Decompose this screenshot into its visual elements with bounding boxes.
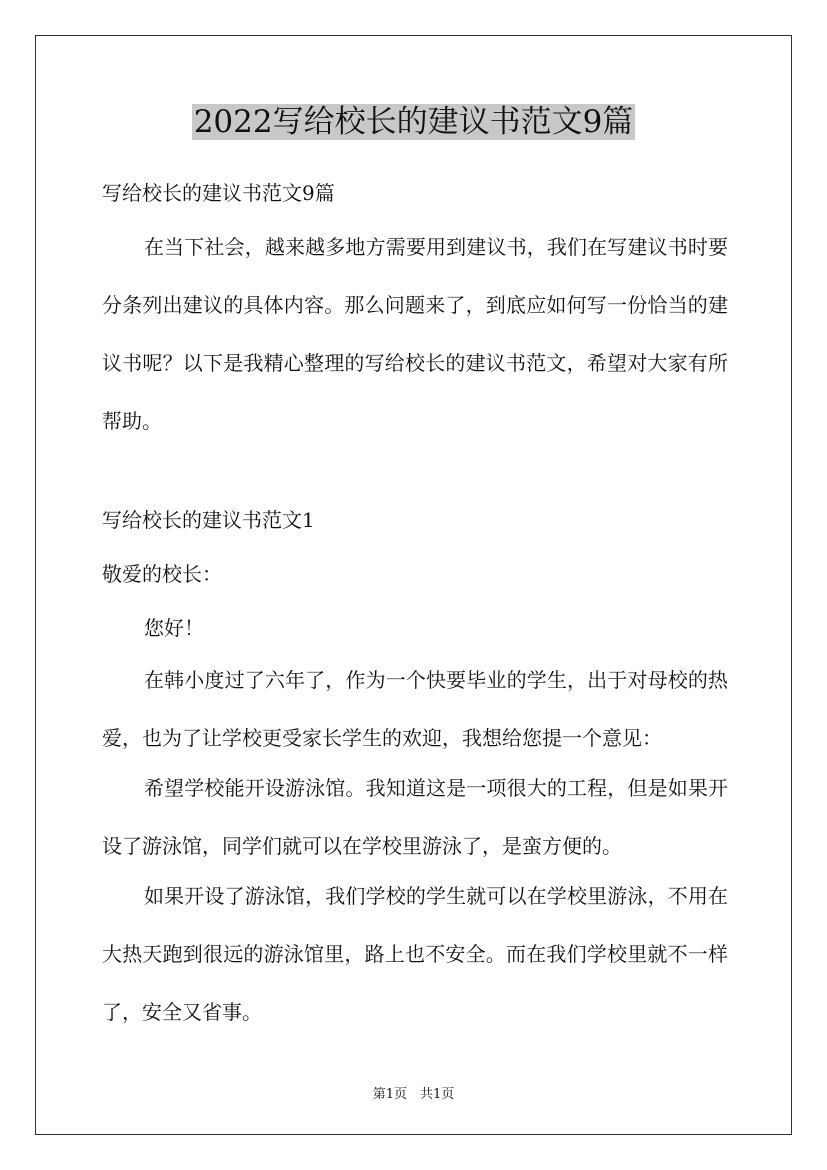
- body-paragraph-1: 在韩小度过了六年了，作为一个快要毕业的学生，出于对母校的热爱，也为了让学校更受家长学生的欢迎，我想给您提一个意见：: [102, 668, 728, 750]
- salutation: 敬爱的校长：: [102, 562, 222, 586]
- body-paragraph-3: 如果开设了游泳馆，我们学校的学生就可以在学校里游泳，不用在大热天跑到很远的游泳馆里，路上也不安全。而在我们学校里就不一样了，安全又省事。: [102, 884, 728, 1024]
- greeting: 您好！: [144, 616, 204, 640]
- page-footer: 第1页 共1页: [372, 1087, 455, 1102]
- body-paragraph-2: 希望学校能开设游泳馆。我知道这是一项很大的工程，但是如果开设了游泳馆，同学们就可以在学校里游泳了，是蛮方便的。: [102, 776, 728, 858]
- intro-paragraph: 在当下社会，越来越多地方需要用到建议书，我们在写建议书时要分条列出建议的具体内容。那么问题来了，到底应如何写一份恰当的建议书呢？以下是我精心整理的写给校长的建议书范文，希望对大家有所帮助。: [102, 235, 728, 433]
- document-title: 2022写给校长的建议书范文9篇: [193, 104, 634, 140]
- subtitle: 写给校长的建议书范文9篇: [102, 181, 335, 205]
- section-heading: 写给校长的建议书范文1: [102, 508, 315, 532]
